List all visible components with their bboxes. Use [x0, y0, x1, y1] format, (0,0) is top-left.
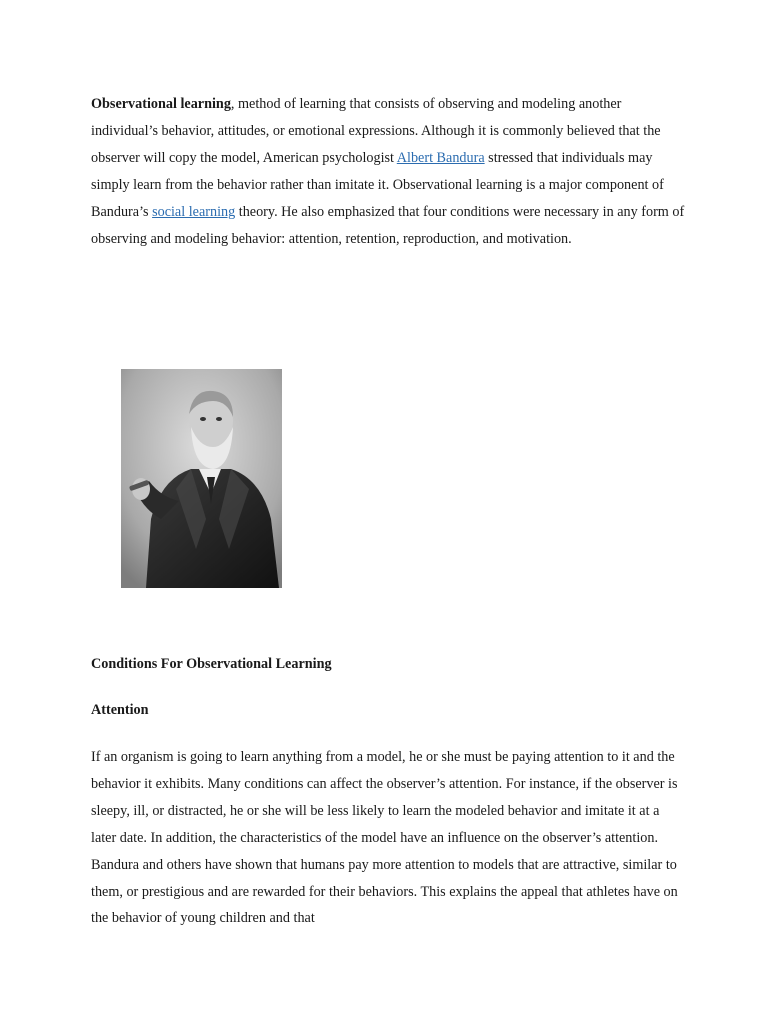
term-bold: Observational learning	[91, 96, 231, 112]
albert-bandura-link[interactable]: Albert Bandura	[396, 149, 485, 166]
intro-text-2: stressed that individuals may simply learn from the behavior rather than imitate it. Observational learning is a major component of Bandura’s	[91, 149, 664, 220]
social-learning-link[interactable]: social learning	[152, 203, 236, 220]
section-heading: Conditions For Observational Learning	[91, 656, 332, 672]
intro-text-3: theory. He also emphasized that four conditions were necessary in any form of observing and modeling behavior: attention, retention, reproduction, and motivation.	[91, 203, 685, 247]
subheading-attention: Attention	[91, 702, 149, 718]
portrait-photo	[121, 369, 282, 588]
intro-text-1: , method of learning that consists of observing and modeling another individual’s behavior, attitudes, or emotional expressions. Although it is commonly believed that the observer will copy the model, American psychologist	[91, 96, 661, 166]
attention-paragraph: If an organism is going to learn anything from a model, he or she must be paying attention to it and the behavior it exhibits. Many conditions can affect the observer’s attention. For instance, if the observer is sleepy, ill, or distracted, he or she will be less likely to learn the modeled behavior and imitate it at a later date. In addition, the characteristics of the model have an influence on the observer’s attention. Bandura and others have shown that humans pay more attention to models that are attractive, similar to them, or prestigious and are rewarded for their behaviors. This explains the appeal that athletes have on the behavior of young children and that	[91, 749, 678, 927]
intro-paragraph	[91, 91, 687, 252]
